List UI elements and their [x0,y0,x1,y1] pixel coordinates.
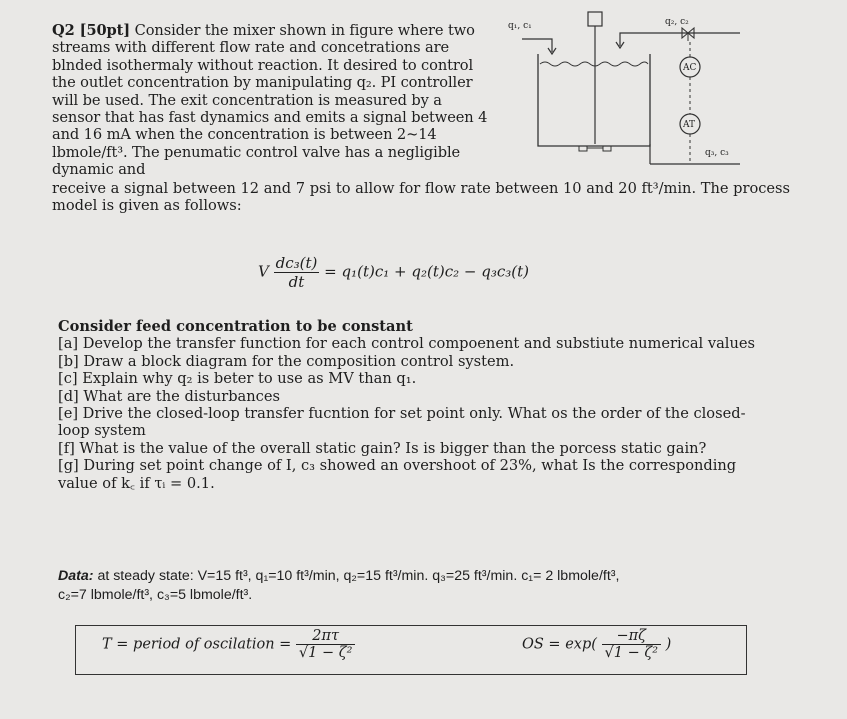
outlet-label: q₃, c₃ [705,148,729,158]
period-lhs: T = period of oscilation = [102,636,292,653]
model-den: dt [288,273,305,291]
model-derivative [274,254,320,291]
stream2-pipe [620,33,740,46]
os-close: ) [665,636,672,653]
overshoot-formula [522,628,671,661]
data-block [58,567,798,605]
data-line-1: at steady state: V=15 ft³, q₁=10 ft³/min, q₂=15 ft³/min. q₃=25 ft³/min. c₁= 2 lbmole/ft³, [97,568,620,584]
part-g: [g] During set point change of I, c₃ showed an overshoot of 23%, what Is the corresponding [58,457,737,475]
period-den: √1 − ζ² [298,645,353,661]
part-d: [d] What are the disturbances [58,387,280,405]
problem-continuation: receive a signal between 12 and 7 psi to allow for flow rate between 10 and 20 ft³/min. The process model is given as follows: [52,180,791,215]
formula-box [75,625,747,675]
at-label: AT [683,120,696,130]
period-formula [102,628,355,661]
part-g-cont: value of k꜀ if τᵢ = 0.1. [58,474,215,492]
part-a: [a] Develop the transfer function for each control compoenent and substiute numerical values [58,335,755,353]
period-num: 2πτ [296,628,356,645]
os-num: −πζ [602,628,662,645]
intro-text: Consider the mixer shown in figure where two streams with different flow rate and concetrations are blnded isothermaly without reaction. It desired to control the outlet concentration by manipulating q₂. PI controller will be used. The exit concentration is measured by a sensor that has fast dynamics and emits a signal between 4 and 16 mA when the concentration is between 2~14 lbmole/ft³. The penumatic control valve has a negligible dynamic and [52,22,488,179]
model-rhs: = q₁(t)c₁ + q₂(t)c₂ − q₃c₃(t) [324,262,529,281]
impeller-left [579,146,587,151]
stream2-label: q₂, c₂ [665,17,689,27]
part-c: [c] Explain why q₂ is beter to use as MV than q₁. [58,370,417,388]
part-e: [e] Drive the closed-loop transfer fucntion for set point only. What os the order of the closed- [58,405,746,423]
model-coef: V [258,262,269,281]
tank [538,54,650,146]
part-e-cont: loop system [58,422,146,440]
part-f: [f] What is the value of the overall static gain? Is is bigger than the porcess static gain? [58,439,707,457]
liquid-level [540,62,648,66]
motor-icon [588,12,602,26]
problem-intro [52,22,490,179]
parts-heading: Consider feed concentration to be constant [58,318,413,335]
impeller-right [603,146,611,151]
model-num: dc₃(t) [275,254,318,272]
data-line-2: c₂=7 lbmole/ft³, c₃=5 lbmole/ft³. [58,587,253,603]
question-parts [58,318,798,492]
stream1-label: q₁, c₁ [508,21,532,31]
os-fraction [602,628,662,661]
part-b: [b] Draw a block diagram for the composition control system. [58,352,515,370]
ac-label: AC [683,63,697,73]
mixer-diagram [500,6,745,181]
data-label: Data: [58,568,94,584]
process-model-equation [258,254,529,291]
stream1-pipe [522,39,552,52]
question-number: Q2 [50pt] [52,22,131,39]
os-lhs: OS = exp( [522,636,597,653]
period-fraction [296,628,356,661]
os-den: √1 − ζ² [604,645,659,661]
